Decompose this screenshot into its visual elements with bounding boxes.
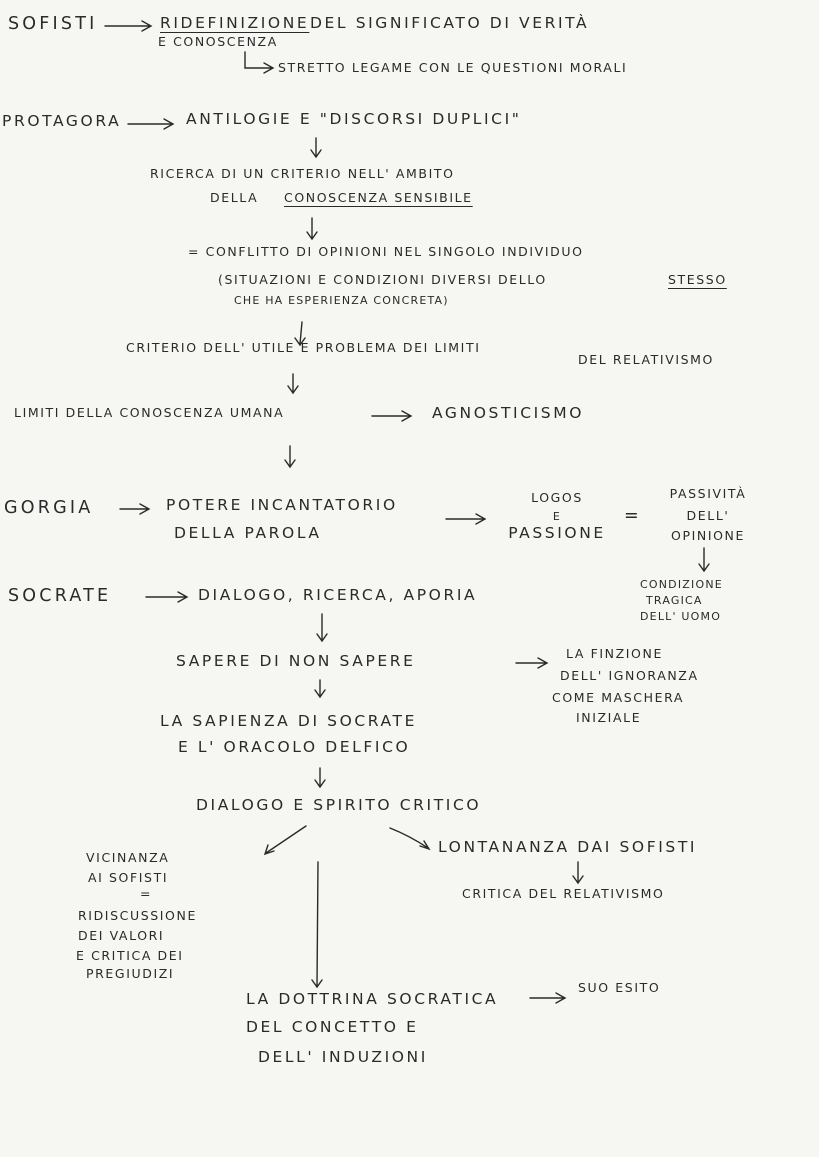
arrow-down-1: [311, 138, 321, 157]
arrow-down-6: [317, 614, 327, 641]
node-ricerca-1: RICERCA DI UN CRITERIO NELL' AMBITO: [150, 166, 455, 181]
node-vicinanza-2: AI SOFISTI: [88, 870, 169, 885]
arrow-down-5: [285, 446, 295, 467]
arrow-ridefinizione-legame: [245, 52, 273, 73]
node-criterio-1: CRITERIO DELL' UTILE E PROBLEMA DEI LIMITI: [126, 340, 481, 355]
node-situazioni-2: STESSO: [668, 272, 727, 287]
node-ridefinizione-3: E CONOSCENZA: [158, 34, 278, 49]
node-lontananza: LONTANANZA DAI SOFISTI: [438, 838, 698, 856]
node-situazioni-3: CHE HA ESPERIENZA CONCRETA): [234, 294, 449, 307]
node-protagora: PROTAGORA: [2, 112, 122, 130]
node-dottrina-2: DEL CONCETTO E: [246, 1018, 419, 1036]
node-finzione-4: INIZIALE: [576, 710, 642, 725]
node-logos-1: LOGOS: [531, 490, 583, 505]
arrow-lontananza-critica: [573, 862, 583, 883]
node-sapere: SAPERE DI NON SAPERE: [176, 652, 416, 670]
node-sofisti: SOFISTI: [8, 14, 98, 34]
node-dottrina-3: DELL' INDUZIONI: [258, 1048, 428, 1066]
node-dialogo-ricerca: DIALOGO, RICERCA, APORIA: [198, 586, 478, 604]
node-condizione-2: TRAGICA: [646, 594, 703, 607]
node-sapienza-1: LA SAPIENZA DI SOCRATE: [160, 712, 418, 730]
node-vicinanza-7: PREGIUDIZI: [86, 966, 175, 981]
node-ridefinizione-2: DEL SIGNIFICATO DI VERITÀ: [310, 14, 590, 32]
arrow-potere-logos: [446, 514, 485, 524]
arrow-down-7: [315, 680, 325, 697]
node-passivita-2: DELL': [686, 508, 730, 523]
arrow-sapere-finzione: [516, 658, 547, 668]
arrow-down-2: [307, 218, 317, 239]
node-equals: =: [624, 506, 642, 526]
arrow-sofisti-ridefinizione: [105, 21, 151, 31]
node-finzione-2: DELL' IGNORANZA: [560, 668, 699, 683]
arrow-dottrina-esito: [530, 993, 565, 1003]
arrow-passivita-condizione: [699, 548, 709, 571]
node-vicinanza-4: RIDISCUSSIONE: [78, 908, 197, 923]
node-suo-esito: SUO ESITO: [578, 980, 661, 995]
node-vicinanza-1: VICINANZA: [86, 850, 170, 865]
node-finzione-1: LA FINZIONE: [566, 646, 663, 661]
arrow-spirito-dottrina: [312, 862, 322, 987]
node-stretto-legame: STRETTO LEGAME CON LE QUESTIONI MORALI: [278, 60, 628, 75]
node-spirito: DIALOGO E SPIRITO CRITICO: [196, 796, 482, 814]
node-finzione-3: COME MASCHERA: [552, 690, 685, 705]
node-passivita-1: PASSIVITÀ: [669, 486, 747, 501]
node-sapienza-2: E L' ORACOLO DELFICO: [178, 738, 411, 756]
arrow-limiti-agnosticismo: [372, 411, 411, 421]
node-situazioni-1: (SITUAZIONI E CONDIZIONI DIVERSI DELLO: [218, 272, 547, 287]
node-passivita-3: OPINIONE: [671, 528, 745, 543]
arrow-spirito-lontananza: [390, 828, 429, 849]
node-dottrina-1: LA DOTTRINA SOCRATICA: [246, 990, 499, 1008]
node-logos-2: E: [552, 510, 562, 523]
arrow-down-4: [288, 374, 298, 393]
node-potere-2: DELLA PAROLA: [174, 524, 322, 542]
node-conflitto: = CONFLITTO DI OPINIONI NEL SINGOLO INDIVIDUO: [188, 244, 584, 259]
node-criterio-2: DEL RELATIVISMO: [578, 352, 714, 367]
node-vicinanza-6: E CRITICA DEI: [76, 948, 184, 963]
arrow-gorgia-potere: [120, 504, 149, 514]
node-limiti: LIMITI DELLA CONOSCENZA UMANA: [14, 405, 285, 420]
arrow-socrate-dialogo: [146, 592, 187, 602]
node-critica-relativismo: CRITICA DEL RELATIVISMO: [462, 886, 665, 901]
node-ridefinizione-1: RIDEFINIZIONE: [160, 14, 310, 32]
node-ricerca-2: DELLA: [210, 190, 259, 205]
node-ricerca-3: CONOSCENZA SENSIBILE: [284, 190, 473, 205]
node-socrate: SOCRATE: [8, 586, 112, 606]
arrow-down-8: [315, 768, 325, 787]
node-agnosticismo: AGNOSTICISMO: [432, 404, 585, 422]
node-antilogie: ANTILOGIE E "DISCORSI DUPLICI": [186, 110, 522, 128]
node-condizione-3: DELL' UOMO: [640, 610, 722, 623]
arrow-spirito-vicinanza: [265, 826, 306, 854]
arrow-protagora-antilogie: [128, 119, 173, 129]
node-logos-3: PASSIONE: [508, 524, 606, 542]
node-potere-1: POTERE INCANTATORIO: [166, 496, 398, 514]
node-condizione-1: CONDIZIONE: [640, 578, 723, 591]
node-vicinanza-3: =: [140, 886, 153, 901]
node-vicinanza-5: DEI VALORI: [78, 928, 165, 943]
node-gorgia: GORGIA: [4, 498, 94, 518]
